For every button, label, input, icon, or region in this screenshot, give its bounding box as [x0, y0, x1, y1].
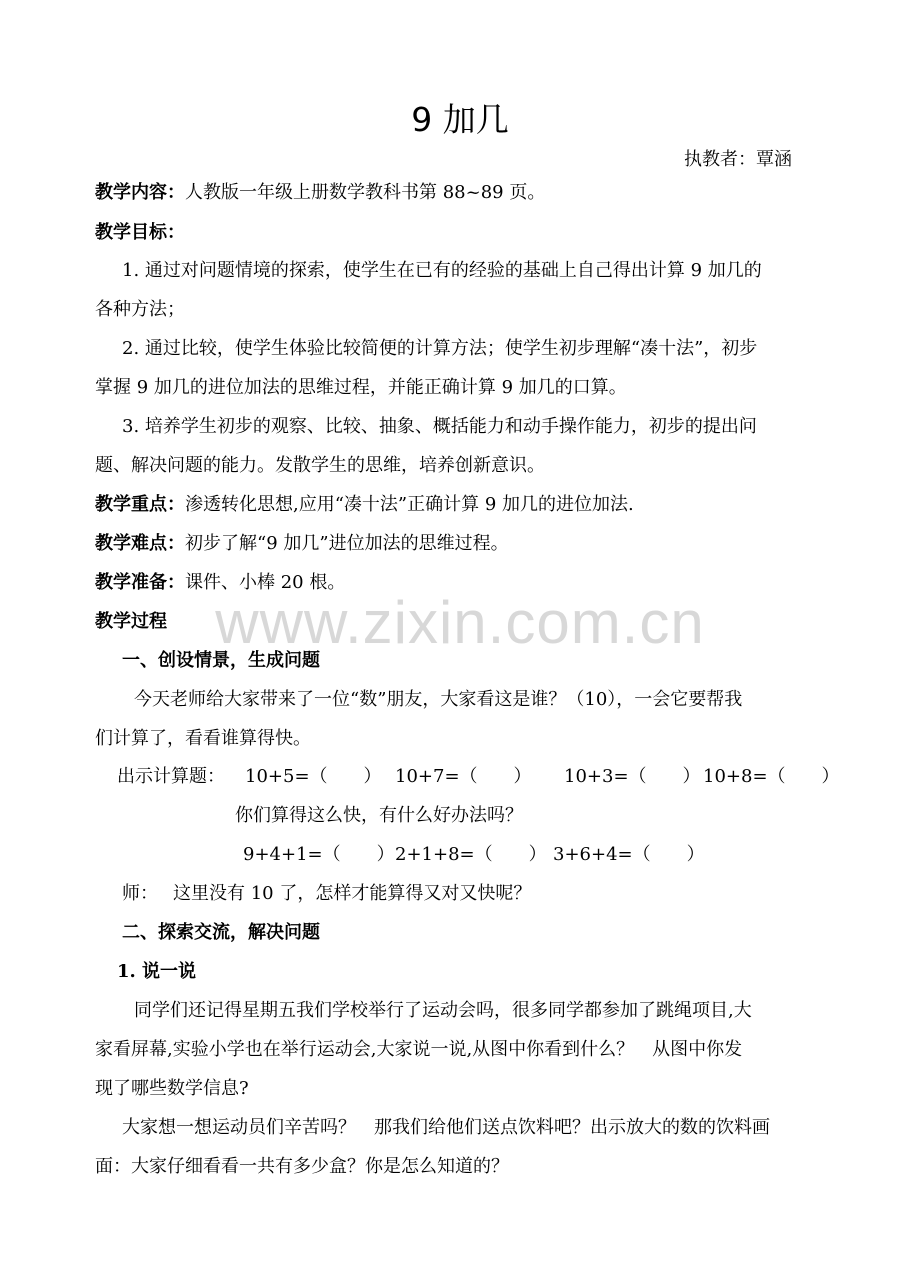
teacher-text: 这里没有 10 了，怎样才能算得又对又快呢？ [173, 883, 532, 904]
calc-item: 9+4+1=（ ） [243, 844, 395, 865]
goal-3-line-1: 3. 培养学生初步的观察、比较、抽象、概括能力和动手操作能力，初步的提出问 [122, 416, 757, 437]
goal-1-line-1: 1. 通过对问题情境的探索，使学生在已有的经验的基础上自己得出计算 9 加几的 [122, 260, 762, 281]
question-line: 你们算得这么快，有什么好办法吗？ [235, 805, 523, 826]
paragraph-3-line-1: 大家想一想运动员们辛苦吗？ 那我们给他们送点饮料吧？出示放大的数的饮料画 [122, 1117, 770, 1138]
process-heading: 教学过程 [95, 611, 167, 632]
show-calc-label: 出示计算题： [117, 766, 225, 787]
goal-2-line-2: 掌握 9 加几的进位加法的思维过程，并能正确计算 9 加几的口算。 [95, 377, 627, 398]
calc-item: 10+7=（ ） [395, 766, 532, 787]
teacher-label: 师： [122, 883, 158, 904]
difficulty-text: 初步了解“9 加几”进位加法的思维过程。 [185, 533, 509, 554]
section-2-heading: 二、探索交流，解决问题 [122, 922, 320, 943]
subsection-1-heading: 1. 说一说 [117, 961, 197, 982]
paragraph-3-line-2: 面：大家仔细看看一共有多少盒？你是怎么知道的？ [95, 1156, 509, 1177]
calc-item: 2+1+8=（ ） [395, 844, 547, 865]
content-label: 教学内容： [95, 182, 185, 203]
key-point-text: 渗透转化思想,应用“凑十法”正确计算 9 加几的进位加法. [185, 494, 634, 515]
content-line [95, 181, 545, 205]
section-1-heading: 一、创设情景，生成问题 [122, 650, 320, 671]
goals-heading: 教学目标： [95, 222, 185, 243]
difficulty-line [95, 532, 509, 556]
author-line: 执教者：覃涵 [684, 149, 792, 170]
goal-2-line-1: 2. 通过比较，使学生体验比较简便的计算方法；使学生初步理解“凑十法”，初步 [122, 338, 758, 359]
preparation-text: 课件、小棒 20 根。 [185, 572, 346, 593]
watermark: www.zixin.com.cn [215, 589, 705, 656]
content-text: 人教版一年级上册数学教科书第 88~89 页。 [185, 182, 546, 203]
paragraph-2-line-2: 家看屏幕,实验小学也在举行运动会,大家说一说,从图中你看到什么？ 从图中你发 [95, 1039, 743, 1060]
calc-item: 10+8=（ ） [703, 766, 840, 787]
paragraph-1-line-1: 今天老师给大家带来了一位“数”朋友，大家看这是谁？（10），一会它要帮我 [134, 689, 743, 710]
paragraph-2-line-3: 现了哪些数学信息? [95, 1078, 249, 1099]
preparation-line [95, 571, 345, 595]
goal-1-line-2: 各种方法； [95, 299, 185, 320]
calc-item: 3+6+4=（ ） [553, 844, 705, 865]
paragraph-2-line-1: 同学们还记得星期五我们学校举行了运动会吗，很多同学都参加了跳绳项目,大 [134, 1000, 752, 1021]
page-title: 9 加几 [411, 100, 509, 139]
preparation-label: 教学准备： [95, 572, 185, 593]
key-point-line [95, 493, 634, 517]
goal-3-line-2: 题、解决问题的能力。发散学生的思维，培养创新意识。 [95, 455, 545, 476]
calc-item: 10+3=（ ） [564, 766, 701, 787]
paragraph-1-line-2: 们计算了，看看谁算得快。 [95, 728, 311, 749]
calc-item: 10+5=（ ） [245, 766, 382, 787]
key-point-label: 教学重点： [95, 494, 185, 515]
difficulty-label: 教学难点： [95, 533, 185, 554]
